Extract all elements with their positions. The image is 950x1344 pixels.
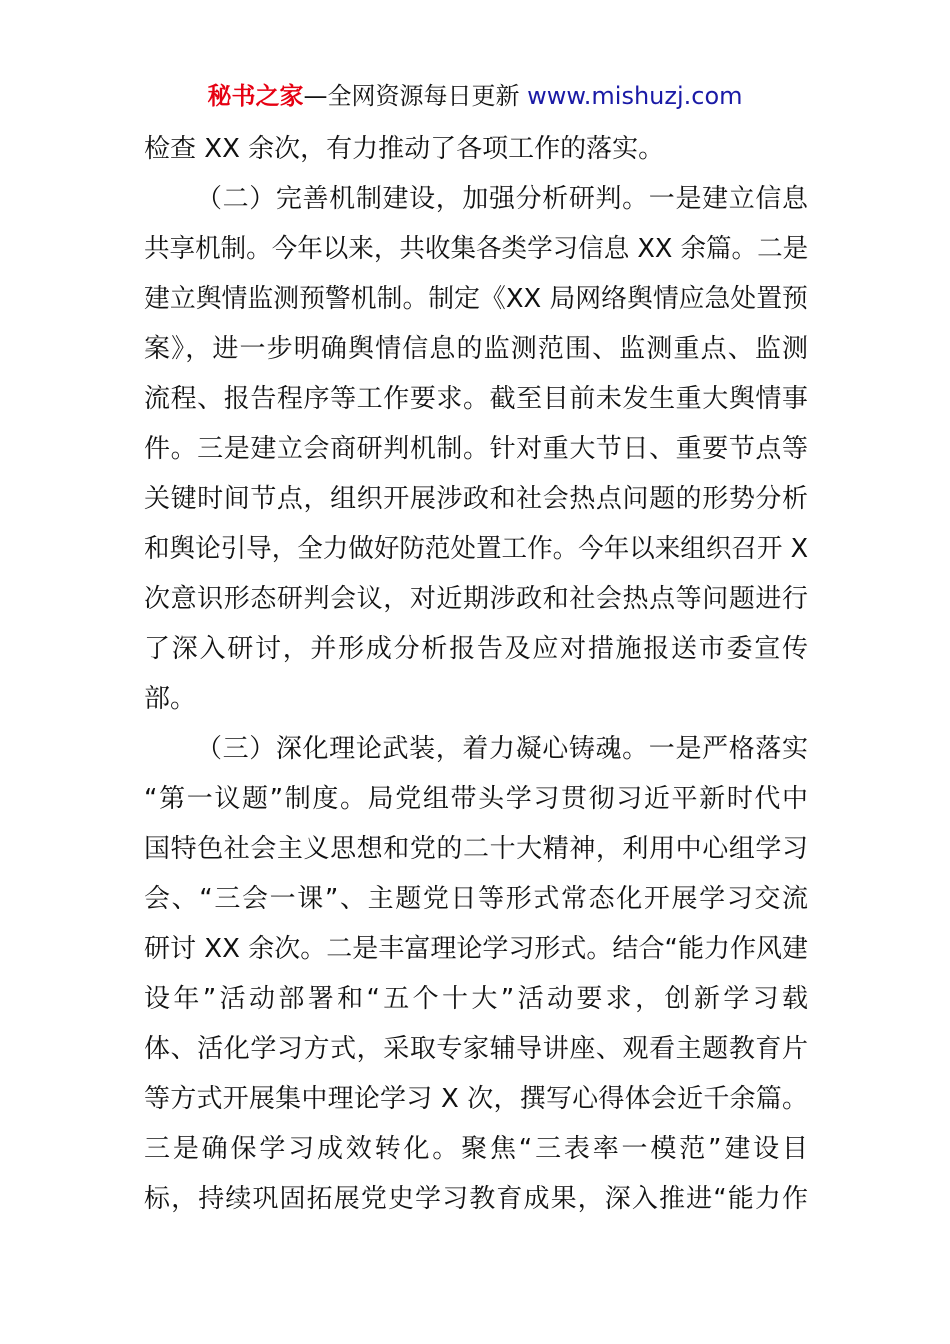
text-line: 三是确保学习成效转化。聚焦“三表率一模范”建设目: [144, 1134, 808, 1164]
text-line: “第一议题”制度。局党组带头学习贯彻习近平新时代中: [144, 784, 808, 814]
site-url-link[interactable]: www.mishuzj.com: [527, 82, 743, 110]
text-line: 流程、报告程序等工作要求。截至目前未发生重大舆情事: [144, 384, 808, 414]
text-line: 会、“三会一课”、主题党日等形式常态化开展学习交流: [144, 884, 808, 914]
text-line: 了深入研讨，并形成分析报告及应对措施报送市委宣传: [144, 634, 808, 664]
text-line: 等方式开展集中理论学习 X 次，撰写心得体会近千余篇。: [144, 1084, 808, 1114]
text-line: 体、活化学习方式，采取专家辅导讲座、观看主题教育片: [144, 1034, 808, 1064]
site-header: [0, 80, 950, 112]
text-line: 国特色社会主义思想和党的二十大精神，利用中心组学习: [144, 834, 808, 864]
text-line: 设年”活动部署和“五个十大”活动要求，创新学习载: [144, 984, 808, 1014]
paragraph-3-heading-line: （三）深化理论武装，着力凝心铸魂。一是严格落实: [196, 734, 808, 764]
text-line: 检查 XX 余次，有力推动了各项工作的落实。: [144, 134, 665, 164]
document-body: [144, 124, 808, 1224]
text-line: 建立舆情监测预警机制。制定《XX 局网络舆情应急处置预: [144, 284, 808, 314]
site-tagline: —全网资源每日更新: [303, 82, 528, 110]
text-line: 件。三是建立会商研判机制。针对重大节日、重要节点等: [144, 434, 808, 464]
text-line: 研讨 XX 余次。二是丰富理论学习形式。结合“能力作风建: [144, 934, 808, 964]
text-line: 部。: [144, 684, 197, 714]
paragraph-2-heading-line: （二）完善机制建设，加强分析研判。一是建立信息: [196, 184, 808, 214]
text-line: 标，持续巩固拓展党史学习教育成果，深入推进“能力作: [144, 1184, 808, 1214]
text-line: 关键时间节点，组织开展涉政和社会热点问题的形势分析: [144, 484, 808, 514]
text-line: 案》，进一步明确舆情信息的监测范围、监测重点、监测: [144, 334, 808, 364]
text-line: 共享机制。今年以来，共收集各类学习信息 XX 余篇。二是: [144, 234, 809, 264]
site-brand: 秘书之家: [207, 82, 304, 110]
text-line: 次意识形态研判会议，对近期涉政和社会热点等问题进行: [144, 584, 808, 614]
text-line: 和舆论引导，全力做好防范处置工作。今年以来组织召开 X: [144, 534, 809, 564]
